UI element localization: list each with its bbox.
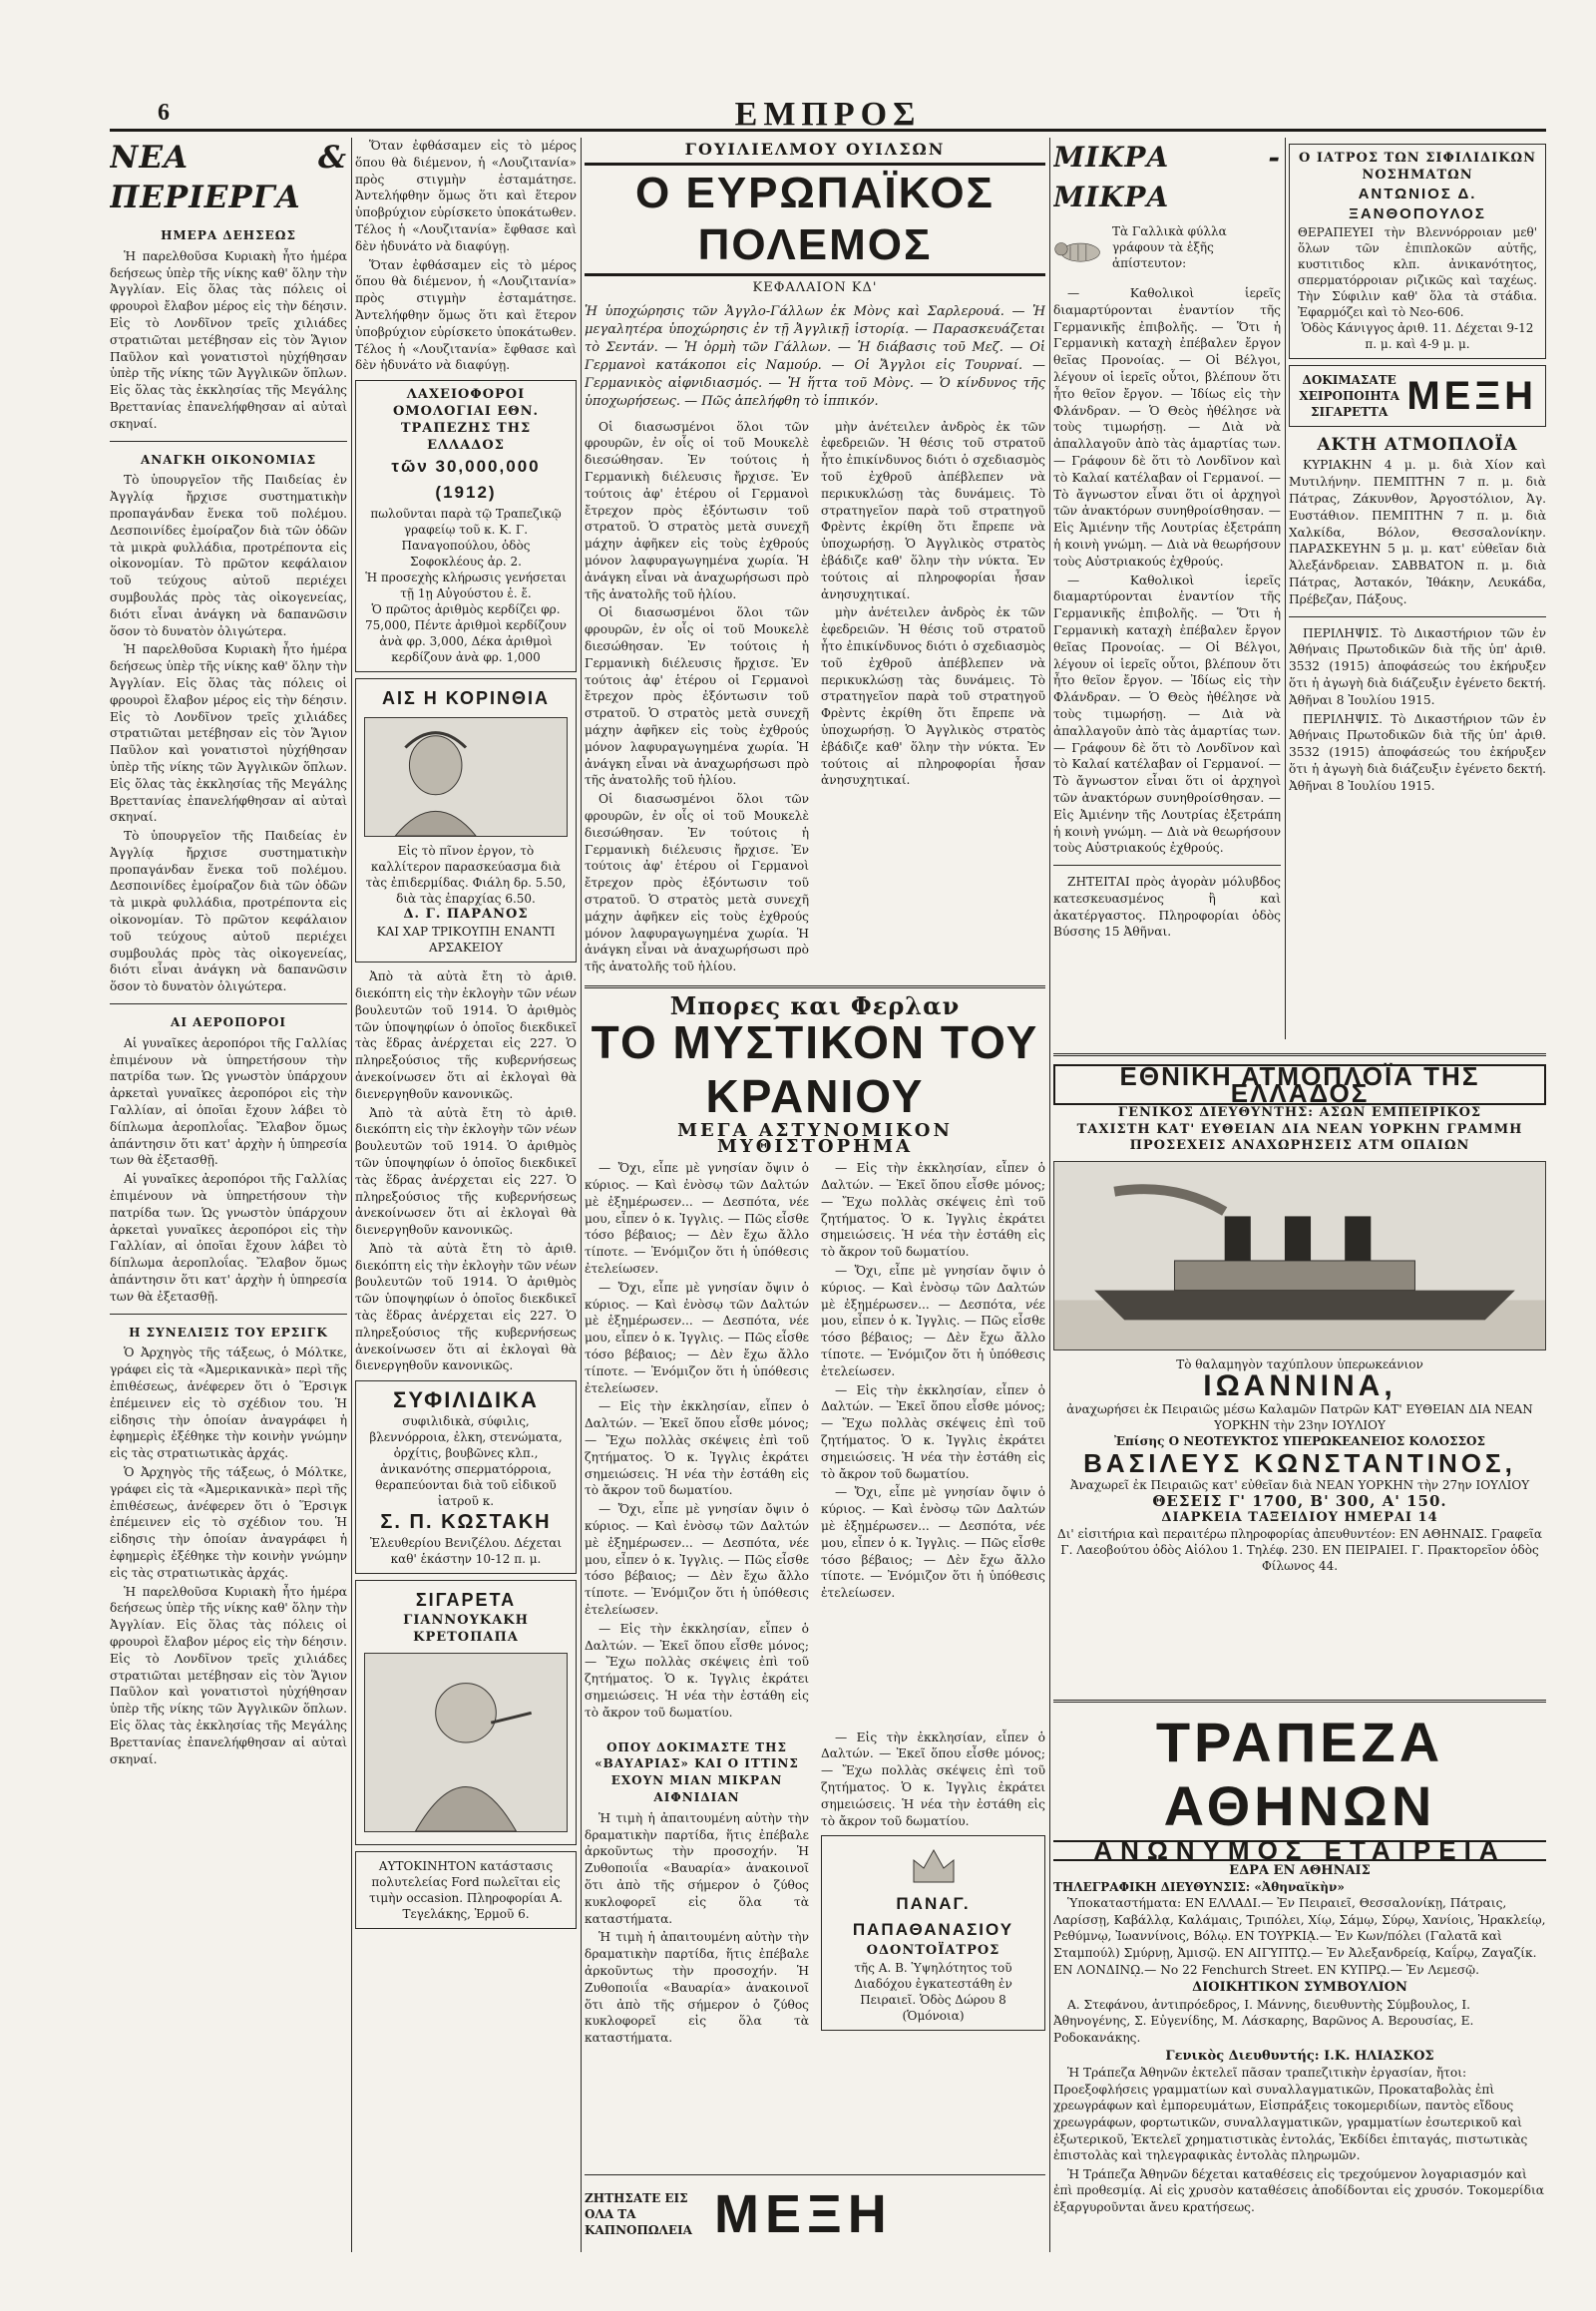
column-divider (581, 138, 582, 2252)
briefs-intro (1053, 223, 1281, 279)
cigarette-brand: ΓΙΑΝΝΟΥΚΑΚΗ ΚΡΕΤΟΠΑΠΑ (403, 1613, 529, 1646)
ad-amount: τῶν 30,000,000 (1912) (391, 457, 541, 503)
ship-caption: Τὸ θαλαμηγὸν ταχύπλουν ὑπερωκεάνιον (1176, 1356, 1423, 1371)
telegraph-address: ΤΗΛΕΓΡΑΦΙΚΗ ΔΙΕΥΘΥΝΣΙΣ: «Ἀθηναϊκὴν» (1053, 1880, 1345, 1895)
ad-text: ΑΥΤΟΚΙΝΗΤΟΝ κατάστασις πολυτελείας Ford πωλεῖται εἰς τιμὴν occasion. Πληροφορίαι Α. Τεγελάκης, Ἑρμοῦ 6. (369, 1858, 563, 1921)
column-news (110, 138, 347, 2252)
feature-body (585, 419, 1045, 977)
national-steamship-ad (1053, 1045, 1546, 1684)
route-line: ΤΑΧΙΣΤΗ ΚΑΤ' ΕΥΘΕΙΑΝ ΔΙΑ ΝΕΑΝ ΥΟΡΚΗΝ ΓΡΑΜΜΗ (1076, 1121, 1523, 1137)
divider (110, 441, 347, 442)
serial-text-continued: — Ὄχι, εἶπε μὲ γνησίαν ὄψιν ὁ κύριος. — Καὶ ἐνὸσῳ τῶν Δαλτών μὲ ἐξημέρωσεν... — Δεσπότα, νέε μου, εἶπεν ὁ κ. Ἰγγλις. — Πῶς εἶσθε τόσο βέβαιος; — Δὲν ἔχω ἄλλο τίποτε. — Ἐνόμιζον ὅτι ἡ ὑπόθεσις ἐτελείωσεν. (821, 1485, 1045, 1601)
feature-title: Ο ΕΥΡΩΠΑΪΚΟΣ ΠΟΛΕΜΟΣ (585, 163, 1045, 276)
column-notices (1289, 138, 1546, 1177)
divider (1289, 616, 1546, 617)
board-title: ΔΙΟΙΚΗΤΙΚΟΝ ΣΥΜΒΟΥΛΙΟΝ (1192, 1980, 1407, 1996)
serial-text-continued: — Εἰς τὴν ἐκκλησίαν, εἶπεν ὁ Δαλτών. — Ἐκεῖ ὅπου εἶσθε μόνος; — Ἔχω πολλὰς σκέψεις ἐπὶ τοῦ ζητήματος. Ὁ κ. Ἰγγλις ἐκράτει σημειώσεις. Ἡ νέα τὴν ἐστάθη εἰς τὸ ἄκρον τοῦ δωματίου. (585, 1399, 809, 1498)
article-body-continued: Ὅταν ἐφθάσαμεν εἰς τὸ μέρος ὅπου θὰ διέμενον, ἡ «Λουζιτανία» πρὸς στιγμὴν ἐσταμάτησε. Ἀντελήφθην ὅμως ὅτι καὶ ἕτερον ὑποβρύχιον εὑρίσκετο ὑποκάτωθεν. Τέλος ἡ «Λουζιτανία» ἔφθασε καὶ δὲν ἠδυνάτο νὰ διαφύγῃ. (355, 257, 577, 373)
column-divider (1049, 138, 1050, 2252)
doctor-address: Ὁδὸς Κάνιγγος ἀριθ. 11. Δέχεται 9-12 π. μ. καὶ 4-9 μ. μ. (1301, 320, 1534, 351)
serial-subtitle: ΜΕΓΑ ΑΣΤΥΝΟΜΙΚΟΝ ΜΥΘΙΣΤΟΡΗΜΑ (677, 1119, 953, 1158)
cigarette-ad (355, 1580, 577, 1845)
car-ad (355, 1851, 577, 1929)
ocean-liner-illustration (1053, 1161, 1546, 1350)
doctor-name: ΑΝΤΩΝΙΟΣ Δ. ΞΑΝΘΟΠΟΥΛΟΣ (1349, 185, 1486, 222)
serial-authors: Μπορες και Φερλαν (669, 990, 961, 1020)
divider (110, 1003, 347, 1004)
article-body-continued: Οἱ διασωσμένοι ὅλοι τῶν φρουρῶν, ἐν οἷς οἱ τοῦ Μουκελὲ διεσώθησαν. Ἐν τούτοις ἡ Γερμανικὴ διέλευσις ἤρχισε. Ἐν τούτοις ἀφ' ἑτέρου οἱ Γερμανοὶ ἔτρεχον πρὸς ἐξόντωσιν τοῦ στρατοῦ. Ὁ στρατὸς μετὰ συνεχῆ μάχην ἀφῆκεν εἰς τοὺς ἐχθρούς μόνον λαφυραγωγημένα χωρία. Ἡ ἀνάγκη εἶναι νὰ ἀναχωρήσωσι πρὸ τῆς ἀνατολῆς τοῦ ἡλίου. (585, 605, 809, 788)
ad-title: ΣΥΦΙΛΙΔΙΚΑ (393, 1387, 539, 1413)
divider (1053, 1700, 1546, 1703)
company-title: ΕΘΝΙΚΗ ΑΤΜΟΠΛΟΪΑ ΤΗΣ ΕΛΛΑΔΟΣ (1053, 1064, 1546, 1105)
ad-text: Εἰς τὸ πῖνον ἐργον, τὸ καλλίτερον παρασκεύασμα διὰ τὰς ἐπιδερμίδας. Φιάλη δρ. 5.50, διὰ τὰς ἐπαρχίας 6.50. (365, 844, 567, 907)
ship-name-konstantinos: ΒΑΣΙΛΕΥΣ ΚΩΝΣΤΑΝΤΙΝΟΣ, (1083, 1447, 1516, 1478)
section-heading-briefs: ΜΙΚΡΑ - ΜΙΚΡΑ (1053, 141, 1281, 213)
bank-name: ΤΡΑΠΕΖΑ ΑΘΗΝΩΝ (1155, 1711, 1444, 1837)
lottery-bonds-ad (355, 380, 577, 672)
article-body: Ἡ παρελθοῦσα Κυριακὴ ἦτο ἡμέρα δεήσεως ὑπὲρ τῆς νίκης καθ' ὅλην τὴν Ἀγγλίαν. Εἰς ὅλας τὰς πόλεις οἱ φρουροὶ ἔλαβον μέρος εἰς τὴν δέησιν. Εἰς τὸ Λονδῖνον τρεῖς χιλιάδες στρατιῶται μετέβησαν εἰς τὸν Ἅγιον Παῦλον καὶ γονατιστοὶ ηὐχήθησαν ὑπὲρ τῆς νίκης τῶν Ἀγγλικῶν ὅπλων. Εἰς ὅλας τὰς ἐκκλησίας τῆς Μεγάλης Βρεττανίας ἐπανελήφθησαν αἱ αὐταὶ σκηναί. (110, 248, 347, 431)
branches: Ὑποκαταστήματα: ΕΝ ΕΛΛΑΔΙ.— Ἐν Πειραιεῖ, Θεσσαλονίκῃ, Πάτραις, Λαρίσσῃ, Καβάλλᾳ, Καλάμαις, Τριπόλει, Χίῳ, Σάμῳ, Σύρῳ, Χανίοις, Ἡρακλείῳ, Ρεθύμνῳ, Ἰωαννίνοις, Βόλῳ. ΕΝ ΤΟΥΡΚΙᾼ.— Ἐν Κων/πόλει (Γαλατᾶ καὶ Σταμπούλ) Σμύρνῃ, Ἀμισῷ. ΕΝ ΑΙΓΥΠΤῼ.— Ἐν Ἀλεξανδρείᾳ, Καΐρῳ, Ζαγαζίκ. ΕΝ ΛΟΝΔΙΝῼ.— No 22 Fenchurch Street. ΕΝ ΚΥΠΡῼ.— Ἐν Λεμεσῷ. (1053, 1896, 1546, 1977)
serial-body (585, 1160, 1045, 1723)
dentist-role: ΟΔΟΝΤΟΪΑΤΡΟΣ (866, 1943, 1000, 1959)
ad-text: ΖΗΤΗΣΑΤΕ ΕΙΣ ΟΛΑ ΤΑ ΚΑΠΝΟΠΩΛΕΙΑ (585, 2190, 692, 2237)
dentist-ad (821, 1835, 1045, 2031)
serial-text-continued: — Ὄχι, εἶπε μὲ γνησίαν ὄψιν ὁ κύριος. — Καὶ ἐνὸσῳ τῶν Δαλτών μὲ ἐξημέρωσεν... — Δεσπότα, νέε μου, εἶπεν ὁ κ. Ἰγγλις. — Πῶς εἶσθε τόσο βέβαιος; — Δὲν ἔχω ἄλλο τίποτε. — Ἐνόμιζον ὅτι ἡ ὑπόθεσις ἐτελείωσεν. (585, 1280, 809, 1395)
column-briefs (1053, 138, 1281, 1177)
divider (1053, 865, 1281, 866)
serial-text-continued: — Εἰς τὴν ἐκκλησίαν, εἶπεν ὁ Δαλτών. — Ἐκεῖ ὅπου εἶσθε μόνος; — Ἔχω πολλὰς σκέψεις ἐπὶ τοῦ ζητήματος. Ὁ κ. Ἰγγλις ἐκράτει σημειώσεις. Ἡ νέα τὴν ἐστάθη εἰς τὸ ἄκρον τοῦ δωματίου. (821, 1730, 1045, 1828)
column-divider (351, 138, 352, 2252)
bank-deposits: Ἡ Τράπεζα Ἀθηνῶν δέχεται καταθέσεις εἰς τρεχούμενον λογαριασμόν καὶ ἐπὶ προθεσμίᾳ. Αἱ εἰς χρυσὸν καταθέσεις ἀποδίδονται εἰς χρυσόν. Τοκομερίδια ἐξαργυροῦνται ἄνευ κρατήσεως. (1053, 2166, 1545, 2214)
board-members: Α. Στεφάνου, ἀντιπρόεδρος, Ι. Μάννης, διευθυντὴς Σύμβουλος, Ι. Ἀθηνογένης, Σ. Εὐγενίδης, Μ. Λάσκαρης, Βαρῶνος Α. Βερουσίας, Ε. Ροδοκανάκης. (1053, 1997, 1474, 2045)
divider (585, 985, 1045, 988)
article-body: Αἱ γυναῖκες ἀεροπόροι τῆς Γαλλίας ἐπιμένουν νὰ ὑπηρετήσουν τὴν πατρίδα των. Ὡς γνωστὸν ὑπάρχουν ἀρκεταὶ γυναῖκες ἀεροπόροι εἰς τὴν Γαλλίαν, αἱ ὁποῖαι ἔχουν λάβει τὸ δίπλωμα ἀεροπλοΐας. Ἔλαβον ὅμως ἀπάντησιν ὅτι κατ' ἀρχὴν ἡ ὑπηρεσία των θὰ ἐξετασθῇ. (110, 1035, 347, 1168)
chapter-summary: Ἡ ὑποχώρησις τῶν Ἀγγλο-Γάλλων ἐκ Μὸνς καὶ Σαρλερουά. — Ἡ μεγαλητέρα ὑποχώρησις ἐν τῇ Ἀγγλικῇ ἱστορίᾳ. — Παρασκευάζεται τὸ Σεντάν. — Ἡ ὁρμὴ τῶν Γάλλων. — Ἡ διάβασις τοῦ Μεζ. — Οἱ Γερμανοὶ κατάκοποι εἰς Ναμούρ. — Οἱ Ἄγγλοι εἰς Τουρναί. — Γερμανικὸς αἰφνιδιασμός. — Ἡ ἥττα τοῦ Μὸνς. — Ὁ κίνδυνος τῆς ὑποχωρήσεως. — Πῶς ἀπελήφθη τὸ ἱππικόν. (585, 303, 1045, 409)
syphilis-clinic-ad (355, 1380, 577, 1574)
serial-title: ΤΟ ΜΥΣΤΙΚΟΝ ΤΟΥ ΚΡΑΝΙΟΥ (591, 1015, 1039, 1122)
duration: ΔΙΑΡΚΕΙΑ ΤΑΞΕΙΔΙΟΥ ΗΜΕΡΑΙ 14 (1161, 1509, 1438, 1525)
serial-text-continued: — Ὄχι, εἶπε μὲ γνησίαν ὄψιν ὁ κύριος. — Καὶ ἐνὸσῳ τῶν Δαλτών μὲ ἐξημέρωσεν... — Δεσπότα, νέε μου, εἶπεν ὁ κ. Ἰγγλις. — Πῶς εἶσθε τόσο βέβαιος; — Δὲν ἔχω ἄλλο τίποτε. — Ἐνόμιζον ὅτι ἡ ὑπόθεσις ἐτελείωσεν. (585, 1502, 809, 1617)
ship-schedule: Ἀναχωρεῖ ἐκ Πειραιῶς κατ' εὐθεῖαν διὰ ΝΕΑΝ ΥΟΡΚΗΝ τὴν 27ην ΙΟΥΛΙΟΥ (1069, 1478, 1530, 1493)
article-body: Τὸ ὑπουργεῖον τῆς Παιδείας ἐν Ἀγγλίᾳ ἤρχισε συστηματικὴν προπαγάνδαν ἕνεκα τοῦ πολέμου. Δεσποινίδες ἐμοίραζον διὰ τῶν ὁδῶν τὰ μικρὰ φυλλάδια, προτρέποντα εἰς οἰκονομίαν. Τὸ πρῶτον κεφάλαιον τοῦ τεύχους αὐτοῦ περιέχει συμβουλάς πρὸς τὰς οἰκογενείας, διότι εἶναι ἀνάγκη νὰ δαπανῶσιν ὅσον τὸ δυνατὸν ὀλιγώτερα. (110, 473, 347, 638)
serial-text-continued: — Εἰς τὴν ἐκκλησίαν, εἶπεν ὁ Δαλτών. — Ἐκεῖ ὅπου εἶσθε μόνος; — Ἔχω πολλὰς σκέψεις ἐπὶ τοῦ ζητήματος. Ὁ κ. Ἰγγλις ἐκράτει σημειώσεις. Ἡ νέα τὴν ἐστάθη εἰς τὸ ἄκρον τοῦ δωματίου. (821, 1382, 1045, 1481)
meksi-cigarette-box (1289, 365, 1546, 427)
divider (110, 1314, 347, 1315)
general-director: Γενικὸς Διευθυντής: Ι.Κ. ΗΛΙΑΣΚΟΣ (1165, 2048, 1434, 2064)
article-body-continued: μὴν ἀνέτειλεν ἀνδρὸς ἐκ τῶν ἐφεδρειῶν. Ἡ θέσις τοῦ στρατοῦ ἦτο ἐπικίνδυνος διότι ὁ σχεδιασμὸς τοῦ ἐχθροῦ ἀπέβλεπεν νὰ περικυκλώσῃ τὰς δυνάμεις. Τὸ στρατηγεῖον παρὰ τοῦ στρατηγοῦ Φρὲντς ἐκρίθη ὅτι ἔπρεπε νὰ ὑποχωρήσῃ. Ὁ Ἀγγλικὸς στρατὸς ἐβάδιζε καθ' ὅλην τὴν νύκτα. Ἐν τούτοις αἱ πληροφορίαι ἦσαν ἀνησυχητικαί. (821, 605, 1045, 788)
ad-seller-address: ΚΑΙ ΧΑΡ ΤΡΙΚΟΥΠΗ ΕΝΑΝΤΙ ΑΡΣΑΚΕΙΟΥ (376, 925, 556, 956)
bank-type: ΑΝΩΝΥΜΟΣ ΕΤΑΙΡΕΙΑ (1053, 1840, 1546, 1861)
dentist-address: τῆς Α. Β. Ὑψηλότητος τοῦ Διαδόχου ἐγκατεστάθη ἐν Πειραιεῖ. Ὁδὸς Δώρου 8 (Ὁμόνοια) (854, 1960, 1012, 2023)
article-body: Ἀπὸ τὰ αὐτὰ ἔτη τὸ ἀριθ. διεκόπτη εἰς τὴν ἐκλογὴν τῶν νέων βουλευτῶν τοῦ 1914. Ὁ ἀριθμὸς τῶν ὑποψηφίων ὁ ὁποῖος διεκδικεῖ τὰς ἕδρας ἀνέρχεται εἰς 227. Ὁ πληρεξούσιος τῆς κυβερνήσεως ἀνεκοίνωσεν ὅτι αἱ ἐκλογαὶ θὰ διενεργηθοῦν κανονικῶς. (355, 969, 577, 1101)
chapter-label: ΚΕΦΑΛΑΙΟΝ ΚΔ' (752, 279, 878, 295)
feature-author: ΓΟΥΙΛΙΕΛΜΟΥ ΟΥΙΛΣΩΝ (684, 140, 946, 159)
ad-text: ΔΟΚΙΜΑΣΑΤΕ ΧΕΙΡΟΠΟΙΗΤΑ ΣΙΓΑΡΕΤΤΑ (1299, 372, 1399, 419)
ad-text: συφιλιδικὰ, σύφιλις, βλεννόρροια, ἐλκη, στενώματα, ὀρχίτις, βουβῶνες κλπ., ἀνικανότης σπερματόρροια, θεραπεύονται διὰ τοῦ εἰδικοῦ ἰατροῦ κ. (369, 1414, 563, 1509)
ship-lead: Ἐπίσης Ο ΝΕΟΤΕΥΚΤΟΣ ΥΠΕΡΩΚΕΑΝΕΙΟΣ ΚΟΛΟΣΣΟΣ (1113, 1433, 1485, 1448)
article-title: Η ΣΥΝΕΛΙΞΙΣ ΤΟΥ ΕΡΣΙΓΚ (129, 1325, 328, 1340)
departures-line: ΠΡΟΣΕΧΕΙΣ ΑΝΑΧΩΡΗΣΕΙΣ ΑΤΜ ΟΠΑΙΩΝ (1129, 1138, 1470, 1154)
serial-text: — Ὄχι, εἶπε μὲ γνησίαν ὄψιν ὁ κύριος. — Καὶ ἐνὸσῳ τῶν Δαλτών μὲ ἐξημέρωσεν... — Δεσπότα, νέε μου, εἶπεν ὁ κ. Ἰγγλις. — Πῶς εἶσθε τόσο βέβαιος; — Δὲν ἔχω ἄλλο τίποτε. — Ἐνόμιζον ὅτι ἡ ὑπόθεσις ἐτελείωσεν. (585, 1161, 809, 1277)
serial-text-continued: — Ὄχι, εἶπε μὲ γνησίαν ὄψιν ὁ κύριος. — Καὶ ἐνὸσῳ τῶν Δαλτών μὲ ἐξημέρωσεν... — Δεσπότα, νέε μου, εἶπεν ὁ κ. Ἰγγλις. — Πῶς εἶσθε τόσο βέβαιος; — Δὲν ἔχω ἄλλο τίποτε. — Ἐνόμιζον ὅτι ἡ ὑπόθεσις ἐτελείωσεν. (821, 1264, 1045, 1378)
company-director: ΓΕΝΙΚΟΣ ΔΙΕΥΘΥΝΤΗΣ: ΑΣΩΝ ΕΜΠΕΙΡΙΚΟΣ (1117, 1105, 1482, 1121)
ship-schedule: ἀναχωρήσει ἐκ Πειραιῶς μέσω Καλαμῶν Πατρῶν ΚΑΤ' ΕΥΘΕΙΑΝ ΔΙΑ ΝΕΑΝ ΥΟΡΚΗΝ τὴν 23ην ΙΟΥΛΙΟΥ (1066, 1401, 1533, 1432)
article-body-continued: Τὸ ὑπουργεῖον τῆς Παιδείας ἐν Ἀγγλίᾳ ἤρχισε συστηματικὴν προπαγάνδαν ἕνεκα τοῦ πολέμου. Δεσποινίδες ἐμοίραζον διὰ τῶν ὁδῶν τὰ μικρὰ φυλλάδια, προτρέποντα εἰς οἰκονομίαν. Τὸ πρῶτον κεφάλαιον τοῦ τεύχους αὐτοῦ περιέχει συμβουλάς πρὸς τὰς οἰκογενείας, διότι εἶναι ἀνάγκη νὰ δαπανῶσιν ὅσον τὸ δυνατὸν ὀλιγώτερα. (110, 829, 347, 994)
notice-text: Ἡ τιμὴ ἡ ἀπαιτουμένη αὐτὴν τὴν δραματικὴν παρτίδα, ἥτις ἐπέβαλε ἀρκοῦντως τὴν προσοχήν. Ἡ Ζυθοποιΐα «Βαυαρία» ἀνακοινοῖ ὅτι ἀπὸ τῆς σήμερον ὁ ζύθος κυκλοφορεῖ εἰς ὅλα τὰ καταστήματα. (585, 1810, 809, 1926)
court-notice-continued: ΠΕΡΙΛΗΨΙΣ. Τὸ Δικαστήριον τῶν ἐν Ἀθήναις Πρωτοδικῶν διὰ τῆς ὑπ' ἀριθ. 3532 (1915) ἀποφάσεώς του ἐκήρυξεν ὅτι ἡ ἀγωγὴ διὰ διάζευξιν ἐγένετο δεκτή. Ἀθῆναι 8 Ἰουλίου 1915. (1289, 711, 1546, 793)
briefs-intro-text: Τὰ Γαλλικὰ φύλλα γράφουν τὰ ἑξῆς ἀπίστευτον: (1111, 224, 1227, 270)
agents: Δι' εἰσιτήρια καὶ περαιτέρω πληροφορίας ἀπευθυντέον: ΕΝ ΑΘΗΝΑΙΣ. Γραφεῖα Γ. Λαεοβούτου ὁδὸς Αἰόλου 1. Τηλέφ. 230. ΕΝ ΠΕΙΡΑΙΕΙ. Γ. Πρακτορεῖον ὁδὸς Φίλωνος 44. (1057, 1527, 1542, 1574)
article-body: Οἱ διασωσμένοι ὅλοι τῶν φρουρῶν, ἐν οἷς οἱ τοῦ Μουκελὲ διεσώθησαν. Ἐν τούτοις ἡ Γερμανικὴ διέλευσις ἤρχισε. Ἐν τούτοις ἀφ' ἑτέρου οἱ Γερμανοὶ ἔτρεχον πρὸς ἐξόντωσιν τοῦ στρατοῦ. Ὁ στρατὸς μετὰ συνεχῆ μάχην ἀφῆκεν εἰς τοὺς ἐχθρούς μόνον λαφυραγωγημένα χωρία. Ἡ ἀνάγκη εἶναι νὰ ἀναχωρήσωσι πρὸ τῆς ἀνατολῆς τοῦ ἡλίου. (585, 419, 809, 601)
doctor-name: Σ. Π. ΚΩΣΤΑΚΗ (380, 1511, 552, 1534)
smoker-drawing (365, 1654, 567, 1831)
serial-text-continued: — Εἰς τὴν ἐκκλησίαν, εἶπεν ὁ Δαλτών. — Ἐκεῖ ὅπου εἶσθε μόνος; — Ἔχω πολλὰς σκέψεις ἐπὶ τοῦ ζητήματος. Ὁ κ. Ἰγγλις ἐκράτει σημειώσεις. Ἡ νέα τὴν ἐστάθη εἰς τὸ ἄκρον τοῦ δωματίου. (585, 1621, 809, 1720)
fares: ΘΕΣΕΙΣ Γ' 1700, Β' 300, Α' 150. (1152, 1492, 1447, 1511)
dentist-name: ΠΑΝΑΓ. ΠΑΠΑΘΑΝΑΣΙΟΥ (852, 1894, 1014, 1940)
article-body-continued: Ὁ Ἀρχηγὸς τῆς τάξεως, ὁ Μόλτκε, γράφει εἰς τὰ «Ἀμερικανικὰ» περὶ τῆς ἐπιθέσεως, ἀνέφερεν ὅτι ὁ Ἕρσιγκ ἐπέμεινεν εἰς τὸ σχέδιον του. Ἡ εἰδησις τὴν ὁποίαν ἀναγράφει ἡ ἐφημερὶς ἐξέθηκε τὴν κοινὴν γνώμην εἰς τὰς στρατιωτικὰς ἀρχάς. (110, 1464, 347, 1580)
article-title: ΑΙ ΑΕΡΟΠΟΡΟΙ (171, 1015, 286, 1030)
ad-text: ΘΕΡΑΠΕΥΕΙ τὴν Βλεννόρροιαν μεθ' ὅλων τῶν ἐπιπλοκῶν αὐτῆς, κυστιτιδος κλπ. ἀνικανότητος, σπερματόρροιαν ριζικῶς καὶ ταχέως. Τὴν Σύφιλιν καθ' ὅλα τὰ στάδια. Ἐφαρμόζει καὶ τὸ Νεο-606. (1298, 224, 1537, 319)
woman-portrait-illustration (364, 717, 568, 837)
section-heading-news: ΝΕΑ & ΠΕΡΙΕΡΓΑ (110, 140, 347, 215)
column-divider (1285, 138, 1286, 1039)
ad-seller: Δ. Γ. ΠΑΡΑΝΟΣ (403, 907, 529, 923)
ad-title: Ο ΙΑΤΡΟΣ ΤΩΝ ΣΙΦΙΛΙΔΙΚΩΝ ΝΟΣΗΜΑΤΩΝ (1299, 151, 1536, 183)
notice-text-continued: Ἡ τιμὴ ἡ ἀπαιτουμένη αὐτὴν τὴν δραματικὴν παρτίδα, ἥτις ἐπέβαλε ἀρκοῦντως τὴν προσοχήν. Ἡ Ζυθοποιΐα «Βαυαρία» ἀνακοινοῖ ὅτι ἀπὸ τῆς σήμερον ὁ ζύθος κυκλοφορεῖ εἰς ὅλα τὰ καταστήματα. (585, 1930, 809, 2046)
article-body-continued: Ἀπὸ τὰ αὐτὰ ἔτη τὸ ἀριθ. διεκόπτη εἰς τὴν ἐκλογὴν τῶν νέων βουλευτῶν τοῦ 1914. Ὁ ἀριθμὸς τῶν ὑποψηφίων ὁ ὁποῖος διεκδικεῖ τὰς ἕδρας ἀνέρχεται εἰς 227. Ὁ πληρεξούσιος τῆς κυβερνήσεως ἀνεκοίνωσεν ὅτι αἱ ἐκλογαὶ θὰ διενεργηθοῦν κανονικῶς. (355, 1241, 577, 1373)
ad-brand: ΜΕΞΗ (714, 2183, 893, 2244)
meksi-cigarette-ad (585, 2174, 1045, 2252)
column-feature (585, 138, 1045, 2252)
newspaper-name: ΕΜΠΡΟΣ (734, 96, 922, 133)
shipping-schedule: ΚΥΡΙΑΚΗΝ 4 μ. μ. διὰ Χίον καὶ Μυτιλήνην. ΠΕΜΠΤΗΝ 7 π. μ. διὰ Πάτρας, Ζάκυνθον, Ἀργοστόλιον, Ἀγ. Ευστάθιον. ΠΕΜΠΤΗΝ 7 π. μ. διὰ Χαλκίδα, Βόλον, Θεσσαλονίκην. ΠΑΡΑΣΚΕΥΗΝ 5 μ. μ. κατ' εὐθεῖαν διὰ Ἀλεξάνδρειαν. ΣΑΒΒΑΤΟΝ π. μ. διὰ Πάτρας, Ἀστακόν, Ἰθάκην, Λευκάδα, Πρέβεζαν, Πάξους. (1289, 458, 1546, 606)
smoker-illustration (364, 1653, 568, 1832)
ad-title: ΑΙΣ Η ΚΟΡΙΝΘΙΑ (382, 688, 550, 709)
bank-seat: ΕΔΡΑ ΕΝ ΑΘΗΝΑΙΣ (1229, 1862, 1371, 1878)
doctor-address: Ἐλευθερίου Βενιζέλου. Δέχεται καθ' ἑκάστην 10-12 π. μ. (369, 1536, 563, 1567)
article-body-continued: Αἱ γυναῖκες ἀεροπόροι τῆς Γαλλίας ἐπιμένουν νὰ ὑπηρετήσουν τὴν πατρίδα των. Ὡς γνωστὸν ὑπάρχουν ἀρκεταὶ γυναῖκες ἀεροπόροι εἰς τὴν Γαλλίαν, αἱ ὁποῖαι ἔχουν λάβει τὸ δίπλωμα ἀεροπλοΐας. Ἔλαβον ὅμως ἀπάντησιν ὅτι κατ' ἀρχὴν ἡ ὑπηρεσία των θὰ ἐξετασθῇ. (110, 1172, 347, 1304)
briefs-text: — Καθολικοὶ ἱερεῖς διαμαρτύρονται ἐναντίον τῆς Γερμανικῆς ἐπιβολῆς. — Ὅτι ἡ Γερμανικὴ καταχὴ ἐπέβαλεν ἔργον θεῖας Προνοίας. — Οἱ Βέλγοι, λέγουν οἱ ἱερεῖς οὗτοι, βλέπουν ὅτι ἦτο θεῖον ἔργον. — Ἰδίως εἰς τὴν Φλάνδραν. — Ὁ Θεὸς ἠθέλησε νὰ τοὺς τιμωρήσῃ. — Διὰ νὰ ἀπαλλαγοῦν ἀπὸ τὰς ἁμαρτίας των. — Γράφουν δὲ ὅτι τὸ Λονδῖνον καὶ τὸ Καλαί κατέλαβαν οἱ Γερμανοί. — Τὸ ἄγνωστον εἶναι ὅτι οἱ ἀρχηγοὶ τῶν ἀνακτόρων συνηθροίσθησαν. — Εἰς Ἀμιένην τῆς Λουτρίας ἐξετράπη ἡ κοινὴ γνώμη. — Διὰ νὰ θεωρήσουν τοὺς Αὐστριακούς ἐχθρούς. (1053, 286, 1281, 569)
article-body: μὴν ἀνέτειλεν ἀνδρὸς ἐκ τῶν ἐφεδρειῶν. Ἡ θέσις τοῦ στρατοῦ ἦτο ἐπικίνδυνος διότι ὁ σχεδιασμὸς τοῦ ἐχθροῦ ἀπέβλεπεν νὰ περικυκλώσῃ τὰς δυνάμεις. Τὸ στρατηγεῖον παρὰ τοῦ στρατηγοῦ Φρὲντς ἐκρίθη ὅτι ἔπρεπε νὰ ὑποχωρήσῃ. Ὁ Ἀγγλικὸς στρατὸς ἐβάδιζε καθ' ὅλην τὴν νύκτα. Ἐν τούτοις αἱ πληροφορίαι ἦσαν ἀνησυχητικαί. (821, 419, 1045, 601)
article-body-continued: Ἡ παρελθοῦσα Κυριακὴ ἦτο ἡμέρα δεήσεως ὑπὲρ τῆς νίκης καθ' ὅλην τὴν Ἀγγλίαν. Εἰς ὅλας τὰς πόλεις οἱ φρουροὶ ἔλαβον μέρος εἰς τὴν δέησιν. Εἰς τὸ Λονδῖνον τρεῖς χιλιάδες στρατιῶται μετέβησαν εἰς τὸν Ἅγιον Παῦλον καὶ γονατιστοὶ ηὐχήθησαν ὑπὲρ τῆς νίκης τῶν Ἀγγλικῶν ὅπλων. Εἰς ὅλας τὰς ἐκκλησίας τῆς Μεγάλης Βρεττανίας ἐπανελήφθησαν αἱ αὐταὶ σκηναί. (110, 1584, 347, 1766)
venereal-doctor-ad (1289, 144, 1546, 359)
article-body: Ὅταν ἐφθάσαμεν εἰς τὸ μέρος ὅπου θὰ διέμενον, ἡ «Λουζιτανία» πρὸς στιγμὴν ἐσταμάτησε. Ἀντελήφθην ὅμως ὅτι καὶ ἕτερον ὑποβρύχιον εὑρίσκετο ὑποκάτωθεν. Τέλος ἡ «Λουζιτανία» ἔφθασε καὶ δὲν ἠδυνάτο νὰ διαφύγῃ. (355, 139, 577, 253)
portrait-drawing (365, 718, 567, 836)
article-body: Ὁ Ἀρχηγὸς τῆς τάξεως, ὁ Μόλτκε, γράφει εἰς τὰ «Ἀμερικανικὰ» περὶ τῆς ἐπιθέσεως, ἀνέφερεν ὅτι ὁ Ἕρσιγκ ἐπέμεινεν εἰς τὸ σχέδιον του. Ἡ εἰδησις τὴν ὁποίαν ἀναγράφει ἡ ἐφημερὶς ἐξέθηκε τὴν κοινὴν γνώμην εἰς τὰς στρατιωτικὰς ἀρχάς. (110, 1346, 347, 1461)
divider (1053, 1053, 1546, 1056)
masthead (110, 98, 1546, 132)
tiger-icon (1053, 223, 1104, 279)
article-body-continued: Ἀπὸ τὰ αὐτὰ ἔτη τὸ ἀριθ. διεκόπτη εἰς τὴν ἐκλογὴν τῶν νέων βουλευτῶν τοῦ 1914. Ὁ ἀριθμὸς τῶν ὑποψηφίων ὁ ὁποῖος διεκδικεῖ τὰς ἕδρας ἀνέρχεται εἰς 227. Ὁ πληρεξούσιος τῆς κυβερνήσεως ἀνεκοίνωσεν ὅτι αἱ ἐκλογαὶ θὰ διενεργηθοῦν κανονικῶς. (355, 1105, 577, 1238)
ad-text: πωλοῦνται παρὰ τῷ Τραπεζικῷ γραφείῳ τοῦ κ. Κ. Γ. Παναγοπούλου, ὁδὸς Σοφοκλέους ἀρ. 2. (370, 507, 562, 570)
ad-text: Ἡ προσεχὴς κλήρωσις γενήσεται τῇ 1ῃ Αὐγούστου ἐ. ἔ. (365, 571, 567, 601)
ad-title: ΣΙΓΑΡΕΤΑ (415, 1590, 517, 1611)
bank-of-athens-ad (1053, 1692, 1546, 2252)
ship-name-ioannina: ΙΩΑΝΝΙΝΑ, (1203, 1368, 1396, 1402)
ad-brand: ΜΕΞΗ (1406, 373, 1537, 418)
serial-text: — Εἰς τὴν ἐκκλησίαν, εἶπεν ὁ Δαλτών. — Ἐκεῖ ὅπου εἶσθε μόνος; — Ἔχω πολλὰς σκέψεις ἐπὶ τοῦ ζητήματος. Ὁ κ. Ἰγγλις ἐκράτει σημειώσεις. Ἡ νέα τὴν ἐστάθη εἰς τὸ ἄκρον τοῦ δωματίου. (821, 1161, 1045, 1260)
briefs-text-continued: — Καθολικοὶ ἱερεῖς διαμαρτύρονται ἐναντίον τῆς Γερμανικῆς ἐπιβολῆς. — Ὅτι ἡ Γερμανικὴ καταχὴ ἐπέβαλεν ἔργον θεῖας Προνοίας. — Οἱ Βέλγοι, λέγουν οἱ ἱερεῖς οὗτοι, βλέπουν ὅτι ἦτο θεῖον ἔργον. — Ἰδίως εἰς τὴν Φλάνδραν. — Ὁ Θεὸς ἠθέλησε νὰ τοὺς τιμωρήσῃ. — Διὰ νὰ ἀπαλλαγοῦν ἀπὸ τὰς ἁμαρτίας των. — Γράφουν δὲ ὅτι τὸ Λονδῖνον καὶ τὸ Καλαί κατέλαβαν οἱ Γερμανοί. — Τὸ ἄγνωστον εἶναι ὅτι οἱ ἀρχηγοὶ τῶν ἀνακτόρων συνηθροίσθησαν. — Εἰς Ἀμιένην τῆς Λουτρίας ἐξετράπη ἡ κοινὴ γνώμη. — Διὰ νὰ θεωρήσουν τοὺς Αὐστριακούς ἐχθρούς. (1053, 573, 1281, 856)
article-body-continued: Ἡ παρελθοῦσα Κυριακὴ ἦτο ἡμέρα δεήσεως ὑπὲρ τῆς νίκης καθ' ὅλην τὴν Ἀγγλίαν. Εἰς ὅλας τὰς πόλεις οἱ φρουροὶ ἔλαβον μέρος εἰς τὴν δέησιν. Εἰς τὸ Λονδῖνον τρεῖς χιλιάδες στρατιῶται μετέβησαν εἰς τὸν Ἅγιον Παῦλον καὶ γονατιστοὶ ηὐχήθησαν ὑπὲρ τῆς νίκης τῶν Ἀγγλικῶν ὅπλων. Εἰς ὅλας τὰς ἐκκλησίας τῆς Μεγάλης Βρεττανίας ἐπανελήφθησαν αἱ αὐταὶ σκηναί. (110, 642, 347, 825)
bank-services: Ἡ Τράπεζα Ἀθηνῶν ἐκτελεῖ πᾶσαν τραπεζιτικὴν ἐργασίαν, ἤτοι: Προεξοφλήσεις γραμματίων καὶ συναλλαγματικῶν, Προκαταβολὰς ἐπὶ χρεωγράφων καὶ ἐμπορευμάτων, Εἰσπράξεις τοκομεριδίων, παντὸς εἴδους χρεωγράφων, φορτωτικῶν, συναλλαγματικῶν, γραμματίων ἐσωτερικοῦ καὶ ἐξωτερικοῦ, Ἐκτελεῖ χρηματιστικὰς ἐντολάς, Ἐκδίδει ἐπιταγάς, πιστωτικὰς ἐπιστολὰς καὶ τηλεγραφικὰς ἐντολὰς πληρωμῶν. (1053, 2066, 1528, 2163)
notice-title: ΟΠΟΥ ΔΟΚΙΜΑΣΤΕ ΤΗΣ «ΒΑΥΑΡΙΑΣ» ΚΑΙ Ο ΙΤΤΙΝΣ ΕΧΟΥΝ ΜΙΑΝ ΜΙΚΡΑΝ ΑΙΦΝΙΔΙΑΝ (595, 1739, 799, 1804)
page-number: 6 (158, 100, 170, 126)
column-ads-left (355, 138, 577, 2252)
corinth-ad (355, 678, 577, 963)
wanted-notice: ΖΗΤΕΙΤΑΙ πρὸς ἀγορὰν μόλυβδος κατεσκευασμένος ἢ καὶ ἀκατέργαστος. Πληροφορίαι ὁδὸς Βύσσης 15 Ἀθῆναι. (1053, 875, 1281, 940)
article-body-continued: Οἱ διασωσμένοι ὅλοι τῶν φρουρῶν, ἐν οἷς οἱ τοῦ Μουκελὲ διεσώθησαν. Ἐν τούτοις ἡ Γερμανικὴ διέλευσις ἤρχισε. Ἐν τούτοις ἀφ' ἑτέρου οἱ Γερμανοὶ ἔτρεχον πρὸς ἐξόντωσιν τοῦ στρατοῦ. Ὁ στρατὸς μετὰ συνεχῆ μάχην ἀφῆκεν εἰς τοὺς ἐχθρούς μόνον λαφυραγωγημένα χωρία. Ἡ ἀνάγκη εἶναι νὰ ἀναχωρήσωσι πρὸ τῆς ἀνατολῆς τοῦ ἡλίου. (585, 792, 809, 974)
shipping-line-title: ΑΚΤΗ ΑΤΜΟΠΛΟΪΑ (1317, 434, 1518, 455)
article-title: ΑΝΑΓΚΗ ΟΙΚΟΝΟΜΙΑΣ (140, 452, 317, 467)
article-title: ΗΜΕΡΑ ΔΕΗΣΕΩΣ (161, 228, 296, 242)
ocean-liner-drawing (1054, 1162, 1545, 1349)
court-notice: ΠΕΡΙΛΗΨΙΣ. Τὸ Δικαστήριον τῶν ἐν Ἀθήναις Πρωτοδικῶν διὰ τῆς ὑπ' ἀριθ. 3532 (1915) ἀποφάσεώς του ἐκήρυξεν ὅτι ἡ ἀγωγὴ διὰ διάζευξιν ἐγένετο δεκτή. Ἀθῆναι 8 Ἰουλίου 1915. (1289, 625, 1546, 707)
lower-section (585, 1730, 1045, 2049)
royal-crest-icon (904, 1842, 964, 1886)
ad-text: Ὁ πρῶτος ἀριθμὸς κερδίζει φρ. 75,000, Πέντε ἀριθμοὶ κερδίζουν ἀνὰ φρ. 3,000, Δέκα ἀριθμοὶ κερδίζουν ἀνὰ φρ. 1,000 (365, 602, 567, 665)
ad-title: ΛΑΧΕΙΟΦΟΡΟΙ ΟΜΟΛΟΓΙΑΙ ΕΘΝ. ΤΡΑΠΕΖΗΣ ΤΗΣ ΕΛΛΑΔΟΣ (392, 387, 540, 453)
